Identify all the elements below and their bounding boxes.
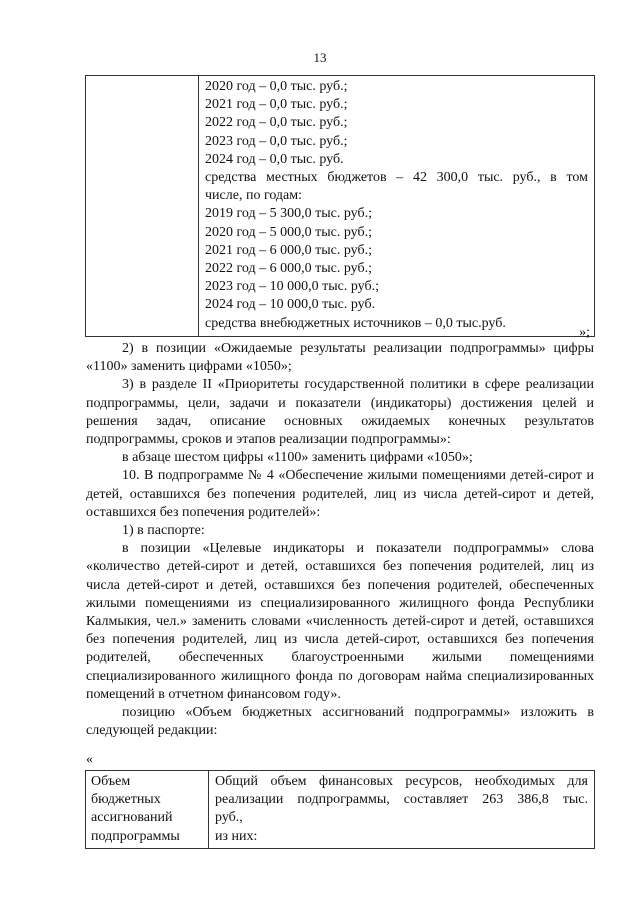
paragraph: 10. В подпрограмме № 4 «Обеспечение жилыми помещениями детей-сирот и детей, оставшихся без попечения родителей, лиц из числа детей-сирот и детей, оставшихся без попечения родителей»: bbox=[86, 468, 594, 520]
closing-quote: »; bbox=[579, 325, 590, 340]
paragraph: в позиции «Целевые индикаторы и показатели подпрограммы» слова «количество детей-сирот и детей, оставшихся без попечения родителей, лиц из числа детей-сирот и детей, оставшихся без попечения родителей, обеспеченных жилыми помещениями из специализированного жилищного фонда Республики Калмыкия, чел.» заменить словами «численность детей-сирот и детей, оставшихся без попечения родителей, лиц из числа детей-сирот, оставшихся без попечения родителей, обеспеченных благоустроенными жилыми помещениями специализированного жилищного фонда по договорам найма специализированных помещений в отчетном финансовом году». bbox=[86, 541, 594, 702]
label-line: бюджетных bbox=[91, 792, 161, 808]
funding-table-continued bbox=[85, 75, 595, 337]
funding-table-label-cell bbox=[86, 76, 199, 337]
budget-allocation-label-cell bbox=[86, 771, 209, 849]
value-line: руб., bbox=[215, 810, 243, 826]
page-number: 13 bbox=[313, 50, 327, 65]
funding-line: 2024 год – 10 000,0 тыс. руб. bbox=[205, 297, 376, 313]
label-line: ассигнований bbox=[91, 810, 173, 826]
funding-line: средства внебюджетных источников – 0,0 тыс.руб. bbox=[205, 315, 506, 331]
paragraph: 1) в паспорте: bbox=[122, 523, 205, 539]
value-line: из них: bbox=[215, 828, 258, 844]
value-line: реализации подпрограммы, составляет 263 386,8 тыс. bbox=[215, 792, 588, 808]
paragraph: в абзаце шестом цифры «1100» заменить цифрами «1050»; bbox=[122, 450, 473, 466]
funding-line: 2022 год – 0,0 тыс. руб.; bbox=[205, 115, 348, 131]
funding-line: 2021 год – 0,0 тыс. руб.; bbox=[205, 97, 348, 113]
funding-line: 2020 год – 0,0 тыс. руб.; bbox=[205, 79, 348, 94]
budget-allocation-value-cell bbox=[209, 771, 595, 849]
funding-line: средства местных бюджетов – 42 300,0 тыс. руб., в том bbox=[205, 170, 588, 186]
funding-line: 2019 год – 5 300,0 тыс. руб.; bbox=[205, 206, 372, 222]
funding-line: 2024 год – 0,0 тыс. руб. bbox=[205, 151, 344, 167]
funding-line: 2023 год – 10 000,0 тыс. руб.; bbox=[205, 279, 379, 295]
funding-line: 2022 год – 6 000,0 тыс. руб.; bbox=[205, 261, 372, 277]
funding-line: 2023 год – 0,0 тыс. руб.; bbox=[205, 133, 348, 149]
budget-allocation-table bbox=[85, 770, 595, 849]
label-line: Объем bbox=[91, 774, 131, 789]
value-line: Общий объем финансовых ресурсов, необходимых для bbox=[215, 774, 588, 789]
funding-line: числе, по годам: bbox=[205, 188, 303, 204]
label-line: подпрограммы bbox=[91, 828, 180, 844]
paragraph: позицию «Объем бюджетных ассигнований подпрограммы» изложить в следующей редакции: bbox=[86, 705, 594, 739]
funding-table-value-cell bbox=[199, 76, 595, 337]
funding-line: 2020 год – 5 000,0 тыс. руб.; bbox=[205, 224, 372, 240]
funding-line: 2021 год – 6 000,0 тыс. руб.; bbox=[205, 242, 372, 258]
amendment-text bbox=[86, 340, 594, 740]
paragraph: 2) в позиции «Ожидаемые результаты реализации подпрограммы» цифры «1100» заменить цифрами «1050»; bbox=[86, 341, 594, 375]
paragraph: 3) в разделе II «Приоритеты государственной политики в сфере реализации подпрограммы, цели, задачи и показатели (индикаторы) достижения целей и решения задач, описание основных ожидаемых конечных результатов подпрограммы, сроков и этапов реализации подпрограммы»: bbox=[86, 377, 594, 448]
open-quote: « bbox=[86, 752, 93, 767]
